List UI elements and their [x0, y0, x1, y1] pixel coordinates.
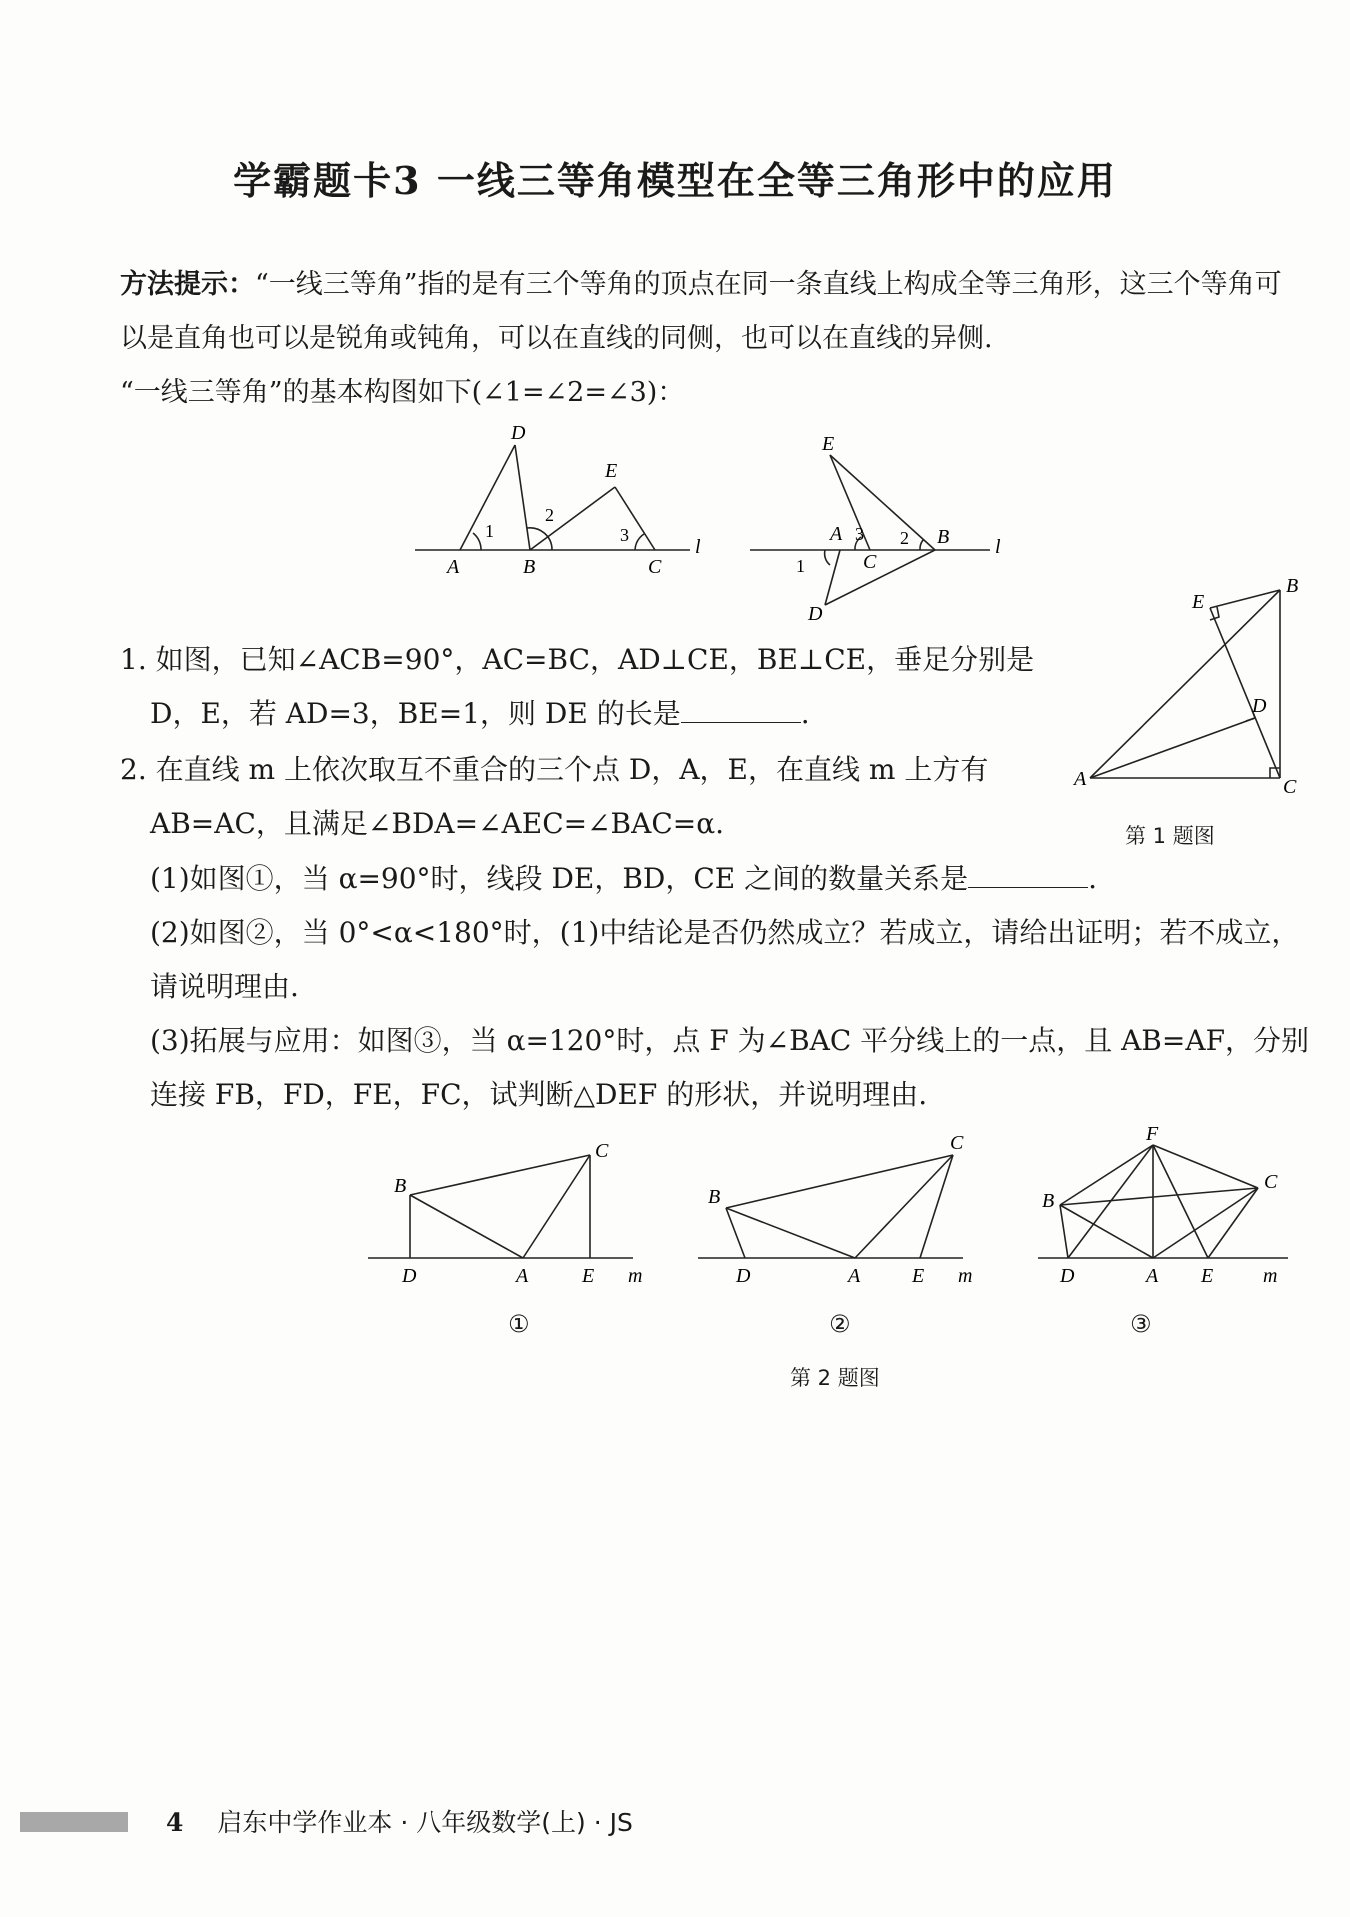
question-1-figure [1074, 575, 1310, 809]
angle-2: 2 [545, 505, 554, 525]
method-hint [120, 258, 1300, 420]
footer-text: 启东中学作业本 · 八年级数学(上) · JS [217, 1808, 633, 1837]
label-m: m [1263, 1265, 1278, 1287]
label-D: D [736, 1265, 751, 1287]
label-E: E [1192, 591, 1205, 613]
label-B: B [1286, 575, 1299, 597]
basic-figure-opposite-side [750, 433, 1010, 634]
hint-line3: “一线三等角”的基本构图如下(∠1=∠2=∠3)： [120, 377, 685, 408]
label-E: E [912, 1265, 925, 1287]
label-l: l [995, 536, 1001, 558]
figure-2-label-2: ② [829, 1310, 851, 1338]
label-D: D [402, 1265, 417, 1287]
q2-part3: (3)拓展与应用：如图③，当 α=120°时，点 F 为∠BAC 平分线上的一点，且 AB=AF，分别连接 FB，FD，FE，FC，试判断△DEF 的形状，并说明理由. [150, 1024, 1309, 1111]
label-E: E [605, 460, 618, 482]
label-D: D [1252, 695, 1267, 717]
question-2-figure-2 [698, 1132, 978, 1289]
q2-part1-answer-blank[interactable] [968, 857, 1088, 888]
q2-part1-period: . [1088, 862, 1098, 895]
label-E: E [1201, 1265, 1214, 1287]
label-C: C [1283, 776, 1297, 798]
label-E: E [822, 433, 835, 455]
q1-period: . [800, 697, 810, 730]
label-C: C [595, 1140, 609, 1162]
page-footer [166, 1803, 633, 1839]
label-A: A [830, 523, 843, 545]
label-B: B [937, 526, 950, 548]
label-E: E [582, 1265, 595, 1287]
question-2-part-2 [120, 906, 1315, 1014]
angle-3: 3 [855, 524, 864, 544]
label-F: F [1146, 1123, 1159, 1145]
question-2-figure-1 [368, 1140, 648, 1289]
angle-1: 1 [796, 556, 805, 576]
question-1 [120, 633, 1080, 741]
question-2-part-1 [120, 852, 1310, 906]
figure-2-label-1: ① [508, 1310, 530, 1338]
label-B: B [394, 1175, 407, 1197]
label-B: B [523, 556, 536, 578]
q2-line2: AB=AC，且满足∠BDA=∠AEC=∠BAC=α. [150, 807, 725, 840]
q1-answer-blank[interactable] [681, 692, 801, 723]
figure-1-caption: 第 1 题图 [1125, 824, 1215, 848]
question-2 [120, 743, 1080, 851]
question-2-figure-3 [1038, 1123, 1303, 1289]
angle-1: 1 [485, 521, 494, 541]
label-C: C [1264, 1171, 1278, 1193]
q1-line1: 1. 如图，已知∠ACB=90°，AC=BC，AD⊥CE，BE⊥CE，垂足分别是 [120, 643, 1035, 676]
label-C: C [950, 1132, 964, 1154]
label-D: D [511, 422, 526, 444]
label-A: A [447, 556, 460, 578]
page-number: 4 [166, 1808, 184, 1837]
label-m: m [628, 1265, 643, 1287]
label-A: A [1074, 768, 1087, 790]
hint-lead: 方法提示： [120, 269, 255, 300]
hint-text: “一线三等角”指的是有三个等角的顶点在同一条直线上构成全等三角形，这三个等角可以是直角也可以是锐角或钝角，可以在直线的同侧，也可以在直线的异侧. [120, 269, 1282, 354]
figure-2-caption: 第 2 题图 [790, 1366, 880, 1390]
q2-part2: (2)如图②，当 0°<α<180°时，(1)中结论是否仍然成立？若成立，请给出证明；若不成立，请说明理由. [150, 916, 1300, 1003]
label-A: A [516, 1265, 529, 1287]
label-m: m [958, 1265, 973, 1287]
label-l: l [695, 536, 701, 558]
label-D: D [808, 603, 823, 625]
label-C: C [648, 556, 662, 578]
page-title: 学霸题卡3 一线三等角模型在全等三角形中的应用 [233, 158, 1117, 203]
q1-line2: D，E，若 AD=3，BE=1，则 DE 的长是 [150, 697, 681, 730]
label-C: C [863, 551, 877, 573]
label-B: B [1042, 1190, 1055, 1212]
label-B: B [708, 1186, 721, 1208]
q2-part1: (1)如图①，当 α=90°时，线段 DE，BD，CE 之间的数量关系是 [150, 862, 969, 895]
angle-2: 2 [900, 528, 909, 548]
basic-figure-same-side [415, 422, 705, 584]
label-A: A [1146, 1265, 1159, 1287]
angle-3: 3 [620, 525, 629, 545]
label-A: A [848, 1265, 861, 1287]
label-D: D [1060, 1265, 1075, 1287]
figure-2-label-3: ③ [1130, 1310, 1152, 1338]
footer-bar [20, 1812, 128, 1832]
q2-line1: 2. 在直线 m 上依次取互不重合的三个点 D，A，E，在直线 m 上方有 [120, 753, 989, 786]
question-2-part-3 [120, 1014, 1315, 1122]
